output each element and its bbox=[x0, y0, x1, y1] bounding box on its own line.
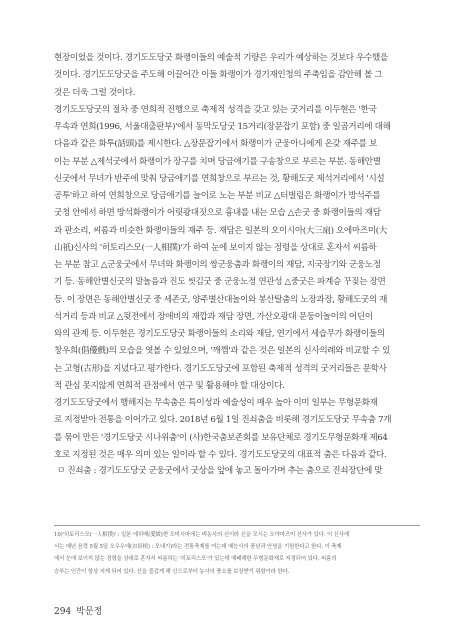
body-line: 석거리 등과 비교 △뒷전에서 장애비의 재깝과 재담 장면, 가산오광대 문둥이놀이의 어딘이 bbox=[54, 311, 373, 322]
body-line: 것은 더욱 그럴 것이다. bbox=[54, 87, 136, 98]
dance-item-jinsoe: ㅁ 진쇠춤 : 경기도도당굿 군웅굿에서 굿상을 앞에 놓고 돌아가며 추는 춤으로 진쇠장단에 맞 bbox=[57, 466, 383, 476]
body-line: 이는 부분 △제석굿에서 화랭이가 장구를 치며 당금애기를 구송창으로 부르는 부분. 동해안별 bbox=[54, 156, 381, 167]
footnote-divider bbox=[54, 525, 420, 526]
body-line: 신굿에서 무녀가 반주에 맞춰 당금애기를 연희창으로 부르는 것, 황해도굿 제석거리에서 '시설 bbox=[54, 173, 385, 184]
body-text bbox=[54, 50, 420, 464]
body-line: 굿청 안에서 하면 방석화랭이가 어릿광대짓으로 흉내를 내는 모습 △손굿 중 화랭이들의 재담 bbox=[54, 208, 381, 219]
body-line: 는 고형(古形)을 지녔다고 평가한다. 경기도도당굿에 포함된 축제적 성격의 굿거리들은 문학사 bbox=[54, 363, 387, 374]
body-line: 것이다. 경기도도당굿을 주도해 이끌어간 이들 화랭이가 경기재인청의 주축임을 감안해 볼 그 bbox=[54, 70, 383, 81]
body-line: 로 지정받아 전통을 이어가고 있다. 2018년 6월 1일 진쇠춤을 비롯해 경기도도당굿 무속춤 7개 bbox=[54, 415, 392, 426]
page-folio bbox=[54, 604, 102, 617]
body-line: 기 등. 동해안별신굿의 말놀음과 진도 씻김굿 중 군웅노정 연관성 △중굿은 파계승 꾸짖는 장면 bbox=[54, 277, 386, 288]
footnote bbox=[54, 529, 424, 578]
running-head: 박문정 bbox=[76, 607, 103, 617]
footnote-line: 승부는 인간이 항상 지게 되어 있다. 신을 즐겁게 해 신으로부터 농사의 풍요를 보장받기 위함이라 한다. bbox=[54, 568, 290, 575]
body-line: 등. 이 장면은 동해안별신굿 중 세존굿, 양주별산대놀이와 봉산탈춤의 노장과장, 황해도굿의 재 bbox=[54, 294, 388, 305]
body-line: 과 판소리, 씨름과 비슷한 화랭이들의 재주 등. 재담은 일본의 오이시아(大三扇) 오에마즈미(大 bbox=[54, 225, 387, 236]
body-line: 경기도도당굿에서 행해지는 무속춤은 특이성과 예술성이 매우 높아 이미 일부는 무형문화재 bbox=[54, 398, 378, 408]
body-line: 다음과 같은 화투(話頭)를 제시한다. △장문잡기에서 화랭이가 군웅아니에게 온갖 재주를 보 bbox=[54, 139, 377, 150]
body-line: 적 관심 못지않게 연희적 관점에서 연구 및 활용해야 할 대상이다. bbox=[54, 380, 285, 391]
body-line: 공투'하고 하여 연희창으로 당금애기를 늘이로 노는 부분 비교 △터벌림은 화랭이가 방석주를 bbox=[54, 191, 381, 201]
body-line: 현장이었을 것이다. 경기도도당굿 화랭이들의 예술적 기량은 우리가 예상하는 것보다 우수했을 bbox=[54, 53, 388, 63]
footnote-line: 에서 눈에 보이지 않는 정령을 상대로 혼자서 씨름하는 '히토리스모'가 있는데 예배해한 무형문화재로 지정되어 있다. 씨름의 bbox=[54, 556, 337, 563]
body-line: 와의 관계 등. 이두현은 경기도도당굿 화랭이들의 소리와 재담, 연기에서 세습무가 화랭이들의 bbox=[54, 329, 385, 339]
body-line: 호로 지정된 것은 매우 의미 있는 일이라 할 수 있다. 경기도도당굿의 대표적 춤은 다음과 같다. bbox=[54, 449, 387, 460]
body-line: 를 묶어 만든 '경기도당굿 시나위춤'이 (사)한국춤보존회를 보유단체로 경기도무형문화재 제64 bbox=[54, 432, 388, 443]
footnote-line: 10)'히토리스모(一人相撲)' : 일본 에히메(愛媛)현 오미시마에는 벼농사의 신이라 신을 모시는 오야마즈미 신사가 있다. 이 신사에 bbox=[54, 532, 350, 538]
body-line: 창우희(倡優戲)의 모습을 엿볼 수 있었으며, '깨깸'과 같은 것은 일본의 신사의례와 비교할 수 있 bbox=[54, 346, 391, 357]
body-line: 는 부분 참고 △군웅굿에서 무녀와 화랭이의 쌍군웅춤과 화랭이의 재담, 지국장기와 군웅노정 bbox=[54, 260, 381, 270]
page-number: 294 bbox=[54, 607, 72, 617]
body-line: 무속과 연희(1996, 서울대출판부)'에서 동막도당굿 15거리(장문잡기 포함) 중 일곱거리에 대해 bbox=[54, 122, 391, 132]
body-line: 경기도도당굿의 절차 중 연희적 진행으로 축제적 성격을 갖고 있는 굿거리를 이두현은 '한국 bbox=[54, 104, 377, 115]
footnote-line: 서는 매년 음력 5월 5일 오우우에(お田植) : 모내기)라는 전통축제를 여는데 예능사의 풍년과 안녕을 기원한다고 한다. 이 축제 bbox=[54, 544, 342, 551]
body-line: 山祇)신사의 '히토리스모(一人相撲)'가 하여 눈에 보이지 않는 정령을 상대로 혼자서 씨름하 bbox=[54, 242, 377, 253]
